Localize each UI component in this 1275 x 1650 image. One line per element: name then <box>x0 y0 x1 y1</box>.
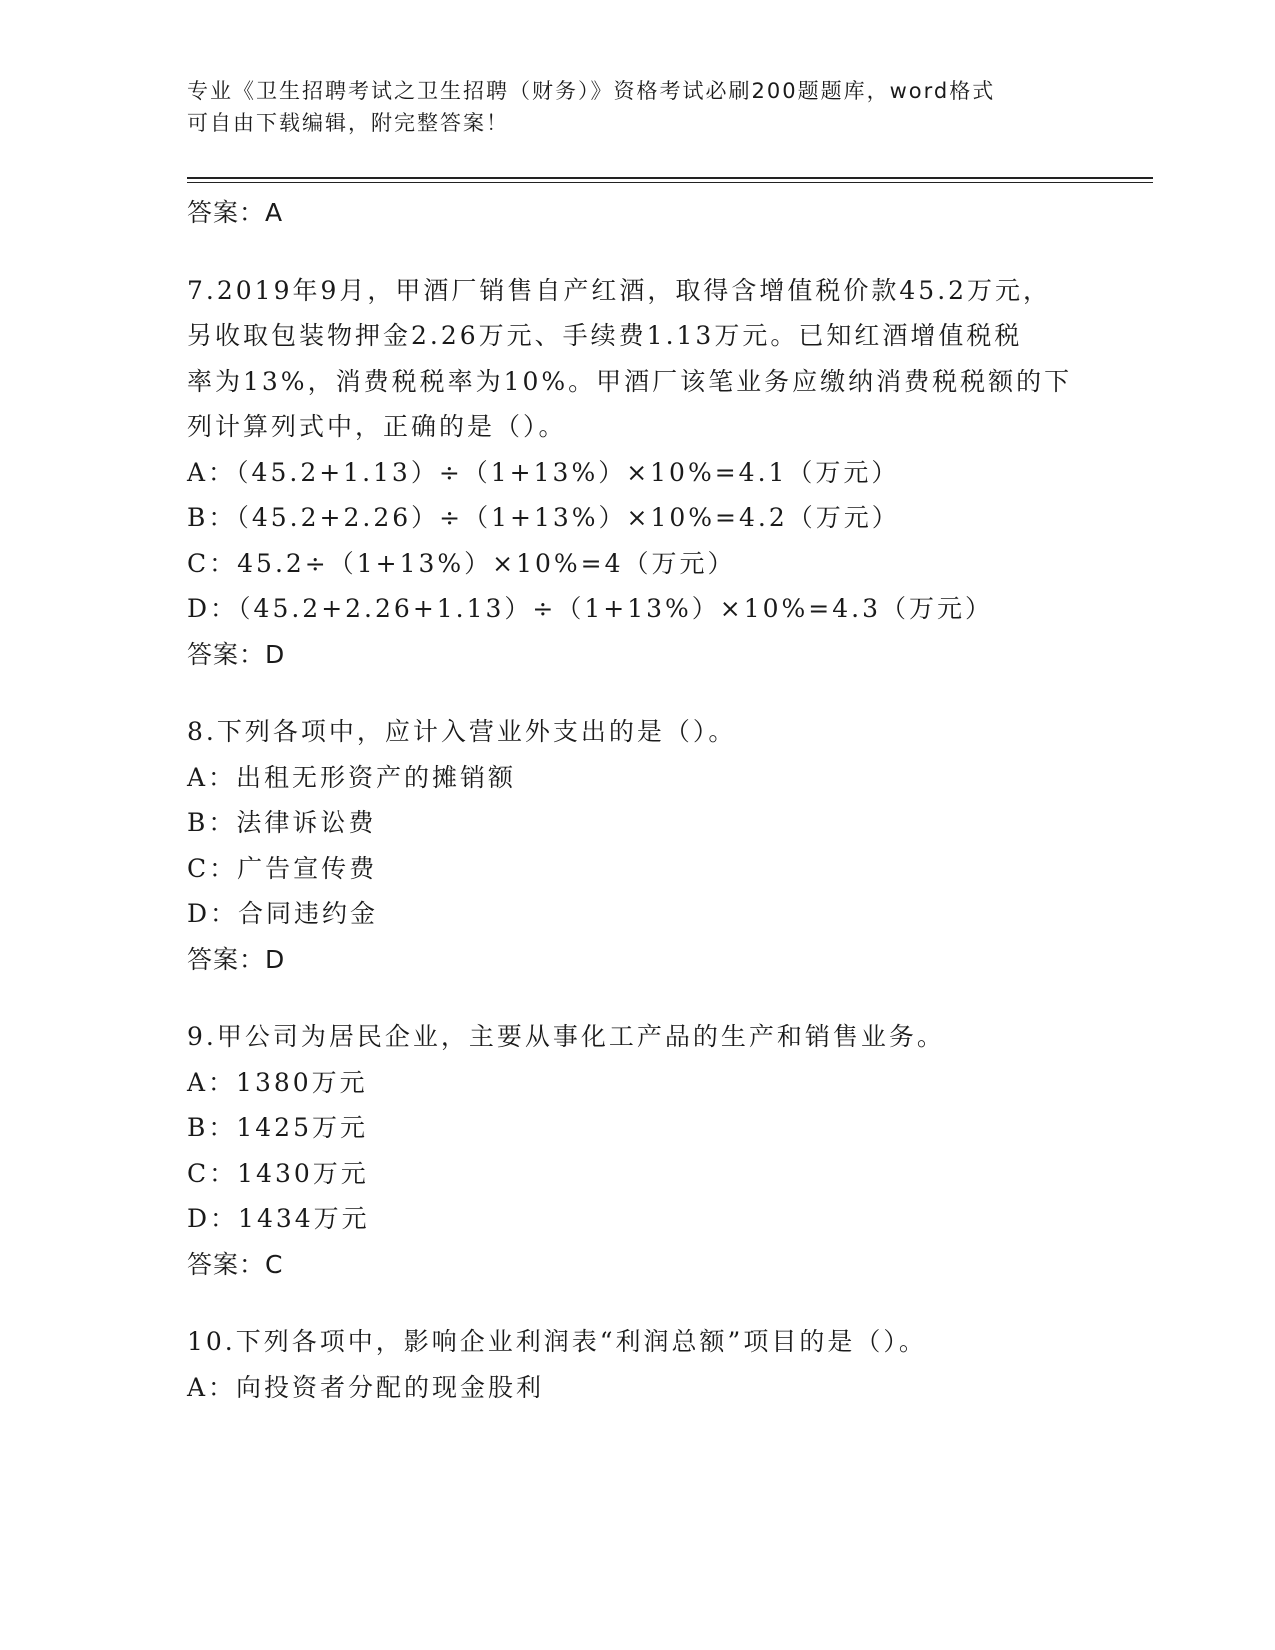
question-stem-line: 列计算列式中，正确的是（）。 <box>187 412 567 441</box>
header-rule-thick <box>187 177 1153 179</box>
question-stem-line: 8.下列各项中，应计入营业外支出的是（）。 <box>187 717 737 746</box>
answer: 答案：C <box>187 1249 284 1279</box>
question-9 <box>187 1014 1087 1287</box>
answer: 答案：D <box>187 944 286 974</box>
option-b: B：（45.2+2.26）÷（1+13%）×10%=4.2（万元） <box>187 503 900 532</box>
option-a: A：（45.2+1.13）÷（1+13%）×10%=4.1（万元） <box>187 457 900 487</box>
header-rule-thin <box>187 182 1153 183</box>
question-list <box>187 190 1087 1410</box>
option-a: A：1380万元 <box>187 1067 368 1097</box>
question-8 <box>187 709 1087 982</box>
option-c: C：1430万元 <box>187 1158 369 1188</box>
option-b: B：法律诉讼费 <box>187 808 377 837</box>
question-stem-line: 9.甲公司为居民企业，主要从事化工产品的生产和销售业务。 <box>187 1022 945 1051</box>
option-c: C：45.2÷（1+13%）×10%=4（万元） <box>187 548 736 578</box>
document-header <box>187 75 1087 139</box>
question-stem-line: 另收取包装物押金2.26万元、手续费1.13万元。已知红酒增值税税 <box>187 321 1023 350</box>
previous-answer: 答案：A <box>187 198 284 227</box>
option-a: A：出租无形资产的摊销额 <box>187 762 517 792</box>
option-d: D：（45.2+2.26+1.13）÷（1+13%）×10%=4.3（万元） <box>187 594 994 623</box>
header-line-1: 专业《卫生招聘考试之卫生招聘（财务）》资格考试必刷200题题库，word格式 <box>187 79 996 103</box>
answer: 答案：D <box>187 639 286 669</box>
option-d: D：1434万元 <box>187 1204 370 1233</box>
option-c: C：广告宣传费 <box>187 853 378 883</box>
question-stem-line: 10.下列各项中，影响企业利润表“利润总额”项目的是（）。 <box>187 1327 927 1356</box>
header-line-2: 可自由下载编辑，附完整答案！ <box>187 111 509 135</box>
option-b: B：1425万元 <box>187 1113 368 1142</box>
question-7 <box>187 268 1087 678</box>
question-10 <box>187 1319 1087 1410</box>
question-stem-line: 7.2019年9月，甲酒厂销售自产红酒，取得含增值税价款45.2万元， <box>187 275 1052 305</box>
option-d: D：合同违约金 <box>187 899 379 928</box>
option-a: A：向投资者分配的现金股利 <box>187 1372 545 1402</box>
question-stem-line: 率为13%，消费税税率为10%。甲酒厂该笔业务应缴纳消费税税额的下 <box>187 366 1073 396</box>
